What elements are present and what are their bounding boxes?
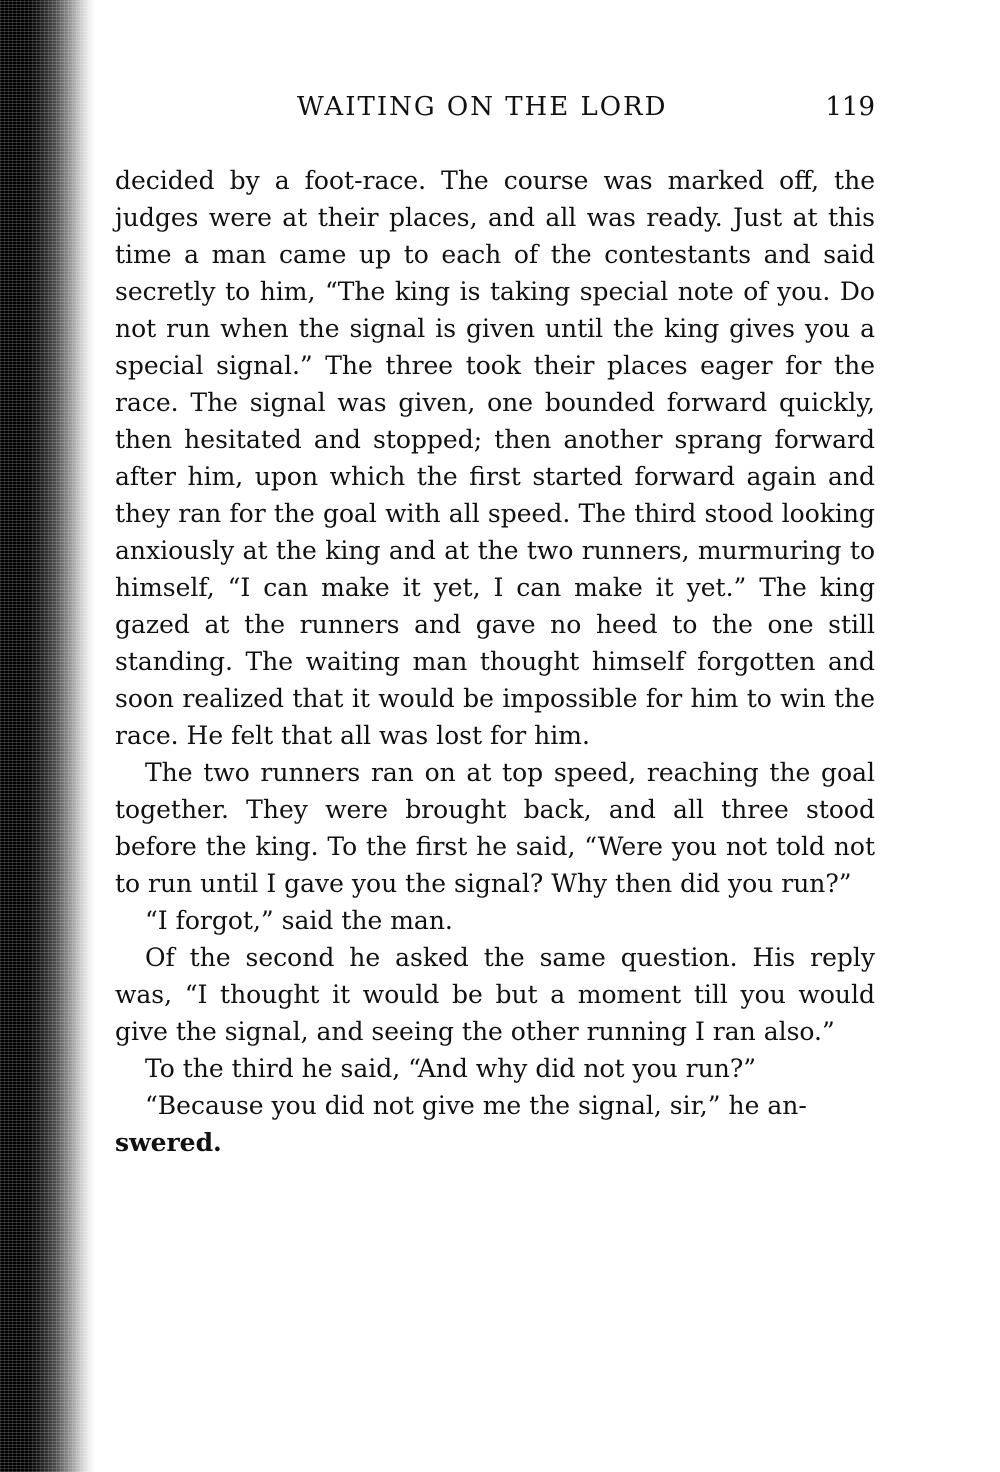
paragraph-continued: decided by a foot-race. The course was marked off, the judges were at their places, and all was ready. Just at this time a man came up to each of the contestants and said secretly to him, “The king is taking special note of you. Do not run when the signal is given until the king gives you a special signal.” The three took their places eager for the race. The signal was given, one bounded forward quickly, then hesitated and stopped; then another sprang forward after him, upon which the first started forward again and they ran for the goal with all speed. The third stood looking anxiously at the king and at the two runners, murmuring to himself, “I can make it yet, I can make it yet.” The king gazed at the runners and gave no heed to the one still standing. The waiting man thought himself forgotten and soon realized that it would be impossible for him to win the race. He felt that all was lost for him.: [115, 166, 875, 750]
final-word: swered.: [115, 1128, 222, 1157]
book-spine-shadow: [0, 0, 96, 1472]
page-number: 119: [825, 92, 875, 122]
running-title: WAITING ON THE LORD: [297, 92, 668, 122]
paragraph: “Because you did not give me the signal, sir,” he an-: [145, 1091, 807, 1120]
paragraph-end: [115, 1124, 875, 1161]
paragraph: The two runners ran on at top speed, reaching the goal together. They were brought back, and all three stood before the king. To the first he said, “Were you not told not to run until I gave you the signal? Why then did you run?”: [115, 758, 875, 898]
body-text: [115, 162, 875, 1161]
paragraph: To the third he said, “And why did not you run?”: [145, 1054, 757, 1083]
paragraph: Of the second he asked the same question. His reply was, “I thought it would be but a moment till you would give the signal, and seeing the other running I ran also.”: [115, 943, 875, 1046]
paragraph: “I forgot,” said the man.: [145, 906, 453, 935]
book-page: [115, 92, 875, 1161]
running-head: [115, 92, 875, 136]
